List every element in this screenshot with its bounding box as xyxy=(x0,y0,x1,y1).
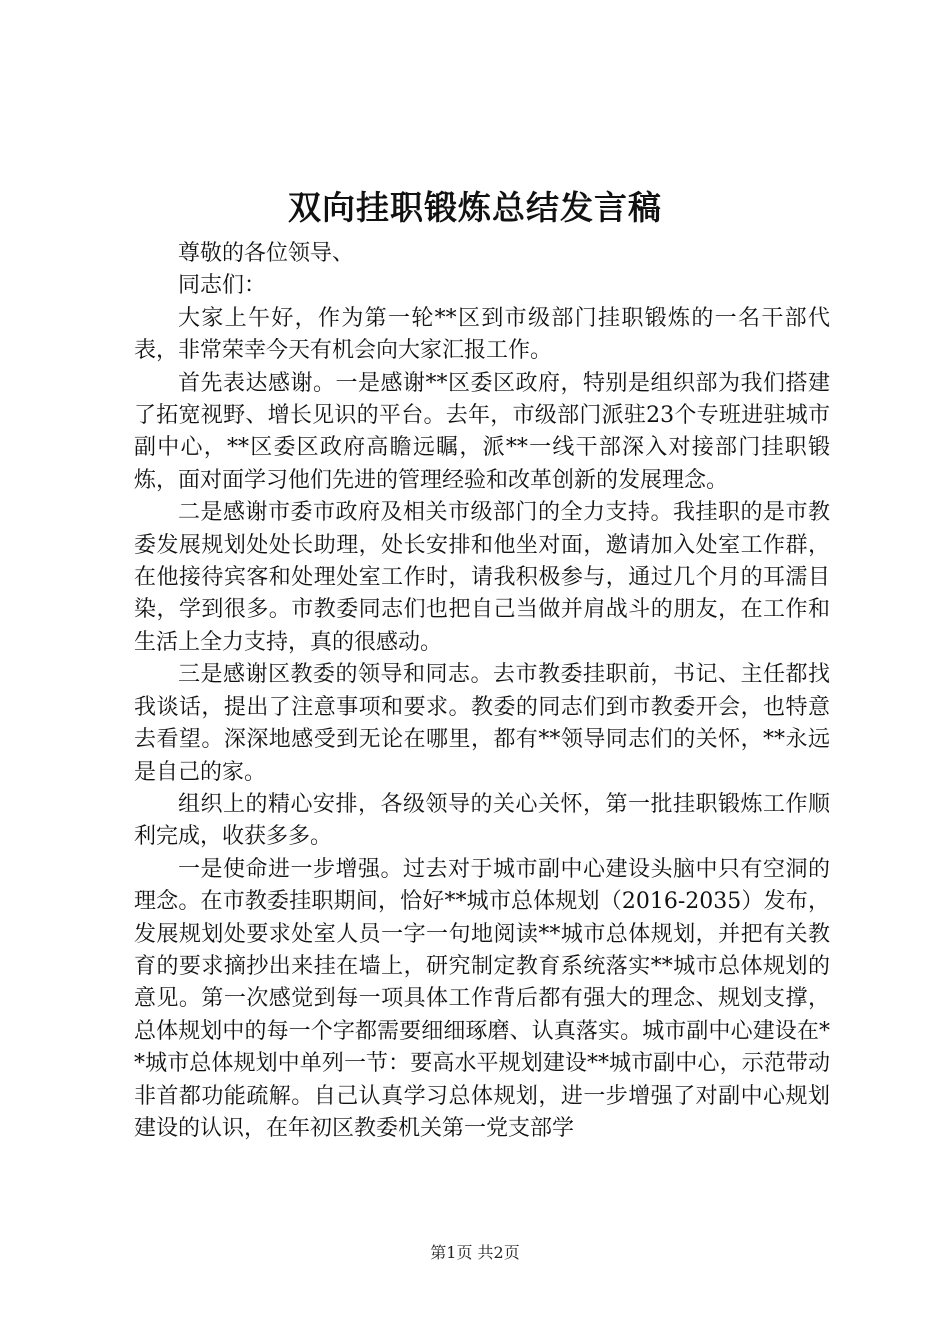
document-title: 双向挂职锻炼总结发言稿 xyxy=(288,188,662,227)
paragraph-thanks-1: 首先表达感谢。一是感谢**区委区政府，特别是组织部为我们搭建了拓宽视野、增长见识的平台。去年，市级部门派驻23个专班进驻城市副中心，**区委区政府高瞻远瞩，派**一线干部深入对接部门挂职锻炼，面对面学习他们先进的管理经验和改革创新的发展理念。 xyxy=(134,370,830,493)
paragraph-thanks-3: 三是感谢区教委的领导和同志。去市教委挂职前，书记、主任都找我谈话，提出了注意事项和要求。教委的同志们到市教委开会，也特意去看望。深深地感受到无论在哪里，都有**领导同志们的关怀，**永远是自己的家。 xyxy=(134,662,830,785)
paragraph-salutation-2: 同志们： xyxy=(178,273,267,299)
paragraph-summary: 组织上的精心安排，各级领导的关心关怀，第一批挂职锻炼工作顺利完成，收获多多。 xyxy=(134,791,830,850)
paragraph-thanks-2: 二是感谢市委市政府及相关市级部门的全力支持。我挂职的是市教委发展规划处处长助理，处长安排和他坐对面，邀请加入处室工作群，在他接待宾客和处理处室工作时，请我积极参与，通过几个月的耳濡目染，学到很多。市教委同志们也把自己当做并肩战斗的朋友，在工作和生活上全力支持，真的很感动。 xyxy=(134,500,830,655)
page-number-footer: 第1页 共2页 xyxy=(430,1243,520,1262)
document-body xyxy=(134,238,830,1145)
paragraph-greeting: 大家上午好，作为第一轮**区到市级部门挂职锻炼的一名干部代表，非常荣幸今天有机会向大家汇报工作。 xyxy=(134,305,830,364)
paragraph-mission: 一是使命进一步增强。过去对于城市副中心建设头脑中只有空洞的理念。在市教委挂职期间，恰好**城市总体规划（2016-2035）发布，发展规划处要求处室人员一字一句地阅读**城市总体规划，并把有关教育的要求摘抄出来挂在墙上，研究制定教育系统落实**城市总体规划的意见。第一次感觉到每一项具体工作背后都有强大的理念、规划支撑，总体规划中的每一个字都需要细细琢磨、认真落实。城市副中心建设在**城市总体规划中单列一节：要高水平规划建设**城市副中心，示范带动非首都功能疏解。自己认真学习总体规划，进一步增强了对副中心规划建设的认识，在年初区教委机关第一党支部学 xyxy=(134,856,830,1141)
paragraph-salutation: 尊敬的各位领导、 xyxy=(178,241,355,266)
